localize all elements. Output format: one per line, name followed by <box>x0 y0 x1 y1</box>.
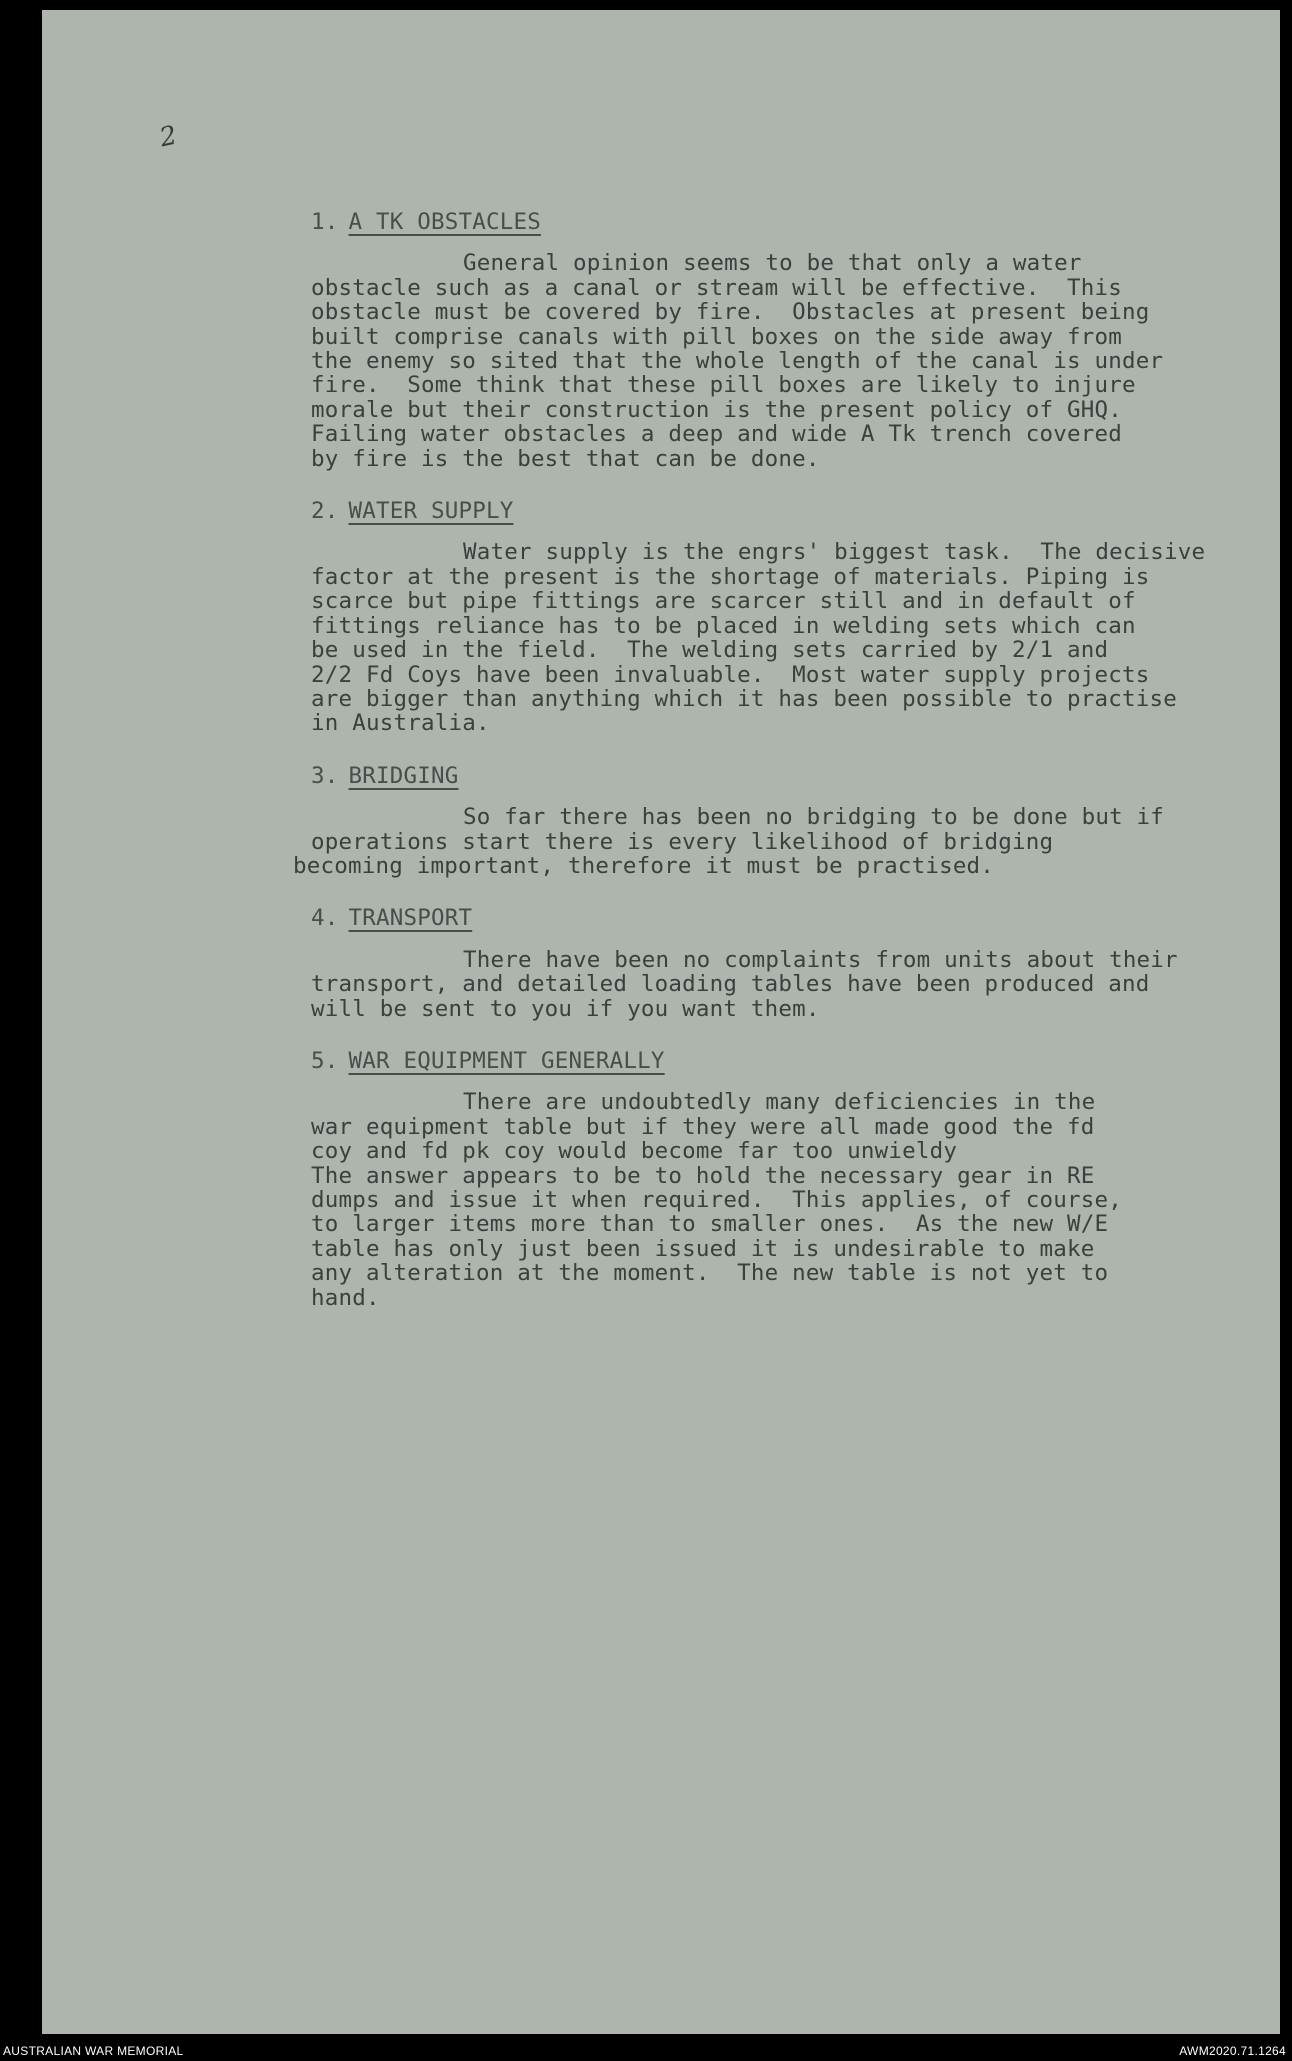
section-title: WATER SUPPLY <box>348 498 514 525</box>
section-number: 5. <box>311 1047 339 1074</box>
document-page <box>42 10 1280 2034</box>
footer-accession-number: AWM2020.71.1264 <box>1179 2044 1286 2058</box>
section-paragraph <box>311 1090 1271 1310</box>
paragraph-line: fire. Some think that these pill boxes are likely to injure <box>311 372 1136 399</box>
section-a-tk-obstacles <box>311 210 1271 471</box>
section-heading <box>311 764 1271 788</box>
section-paragraph <box>311 948 1271 1021</box>
paragraph-line: transport, and detailed loading tables have been produced and <box>311 971 1150 998</box>
section-title: WAR EQUIPMENT GENERALLY <box>348 1047 665 1074</box>
section-heading <box>311 906 1271 930</box>
paragraph-line: table has only just been issued it is undesirable to make <box>311 1235 1095 1262</box>
document-body <box>293 209 1271 1338</box>
paragraph-line: any alteration at the moment. The new table is not yet to <box>311 1260 1109 1287</box>
paragraph-line: hand. <box>311 1284 380 1311</box>
section-heading <box>311 1049 1271 1073</box>
section-transport <box>311 906 1271 1021</box>
paragraph-line: obstacle must be covered by fire. Obstacles at present being <box>311 299 1150 326</box>
paragraph-line: war equipment table but if they were all made good the fd <box>311 1113 1095 1140</box>
paragraph-line: Failing water obstacles a deep and wide A Tk trench covered <box>311 421 1123 448</box>
paragraph-line: coy and fd pk coy would become far too unwieldy <box>311 1138 958 1165</box>
paragraph-line: in Australia. <box>311 710 490 737</box>
paragraph-line: will be sent to you if you want them. <box>311 995 820 1022</box>
paragraph-line: fittings reliance has to be placed in welding sets which can <box>311 612 1136 639</box>
paragraph-line: 2/2 Fd Coys have been invaluable. Most water supply projects <box>311 661 1150 688</box>
paragraph-line: to larger items more than to smaller ones. As the new W/E <box>311 1211 1109 1238</box>
paragraph-line: The answer appears to be to hold the necessary gear in RE <box>311 1162 1095 1189</box>
paragraph-line: There have been no complaints from units about their <box>463 946 1178 973</box>
paragraph-line: operations start there is every likelihood of bridging <box>311 828 1054 855</box>
section-paragraph <box>311 251 1271 471</box>
footer-credit: AUSTRALIAN WAR MEMORIAL <box>3 2044 184 2058</box>
section-number: 1. <box>311 209 339 235</box>
paragraph-line: factor at the present is the shortage of materials. Piping is <box>311 563 1150 590</box>
paragraph-line: by fire is the best that can be done. <box>311 445 820 472</box>
paragraph-line: built comprise canals with pill boxes on the side away from <box>311 323 1123 350</box>
section-number: 3. <box>311 762 339 789</box>
paragraph-line: the enemy so sited that the whole length of the canal is under <box>311 348 1164 375</box>
section-paragraph <box>293 804 1271 879</box>
paragraph-line: obstacle such as a canal or stream will be effective. This <box>311 274 1123 301</box>
section-war-equipment-generally <box>311 1049 1271 1310</box>
section-heading <box>311 499 1271 523</box>
paragraph-line: be used in the field. The welding sets carried by 2/1 and <box>311 637 1109 664</box>
section-number: 4. <box>311 905 339 932</box>
paragraph-line: scarce but pipe fittings are scarcer still and in default of <box>311 588 1136 615</box>
paragraph-line: dumps and issue it when required. This applies, of course, <box>311 1187 1123 1213</box>
section-number: 2. <box>311 498 339 525</box>
paragraph-line: General opinion seems to be that only a water <box>463 250 1082 277</box>
paragraph-line: morale but their construction is the present policy of GHQ. <box>311 396 1123 423</box>
section-title: BRIDGING <box>348 762 459 789</box>
section-heading <box>311 210 1271 234</box>
section-water-supply <box>311 499 1271 736</box>
paragraph-line: So far there has been no bridging to be done but if <box>463 804 1165 831</box>
section-title: TRANSPORT <box>348 905 473 932</box>
paragraph-line: are bigger than anything which it has been possible to practise <box>311 685 1178 712</box>
paragraph-line: becoming important, therefore it must be practised. <box>293 852 995 879</box>
section-paragraph <box>311 540 1271 735</box>
paragraph-line: There are undoubtedly many deficiencies in the <box>463 1089 1096 1116</box>
paragraph-line: Water supply is the engrs' biggest task. The decisive <box>463 539 1206 566</box>
section-title: A TK OBSTACLES <box>348 209 541 235</box>
section-bridging <box>293 762 1271 879</box>
handwritten-page-mark: 2 <box>157 120 180 154</box>
